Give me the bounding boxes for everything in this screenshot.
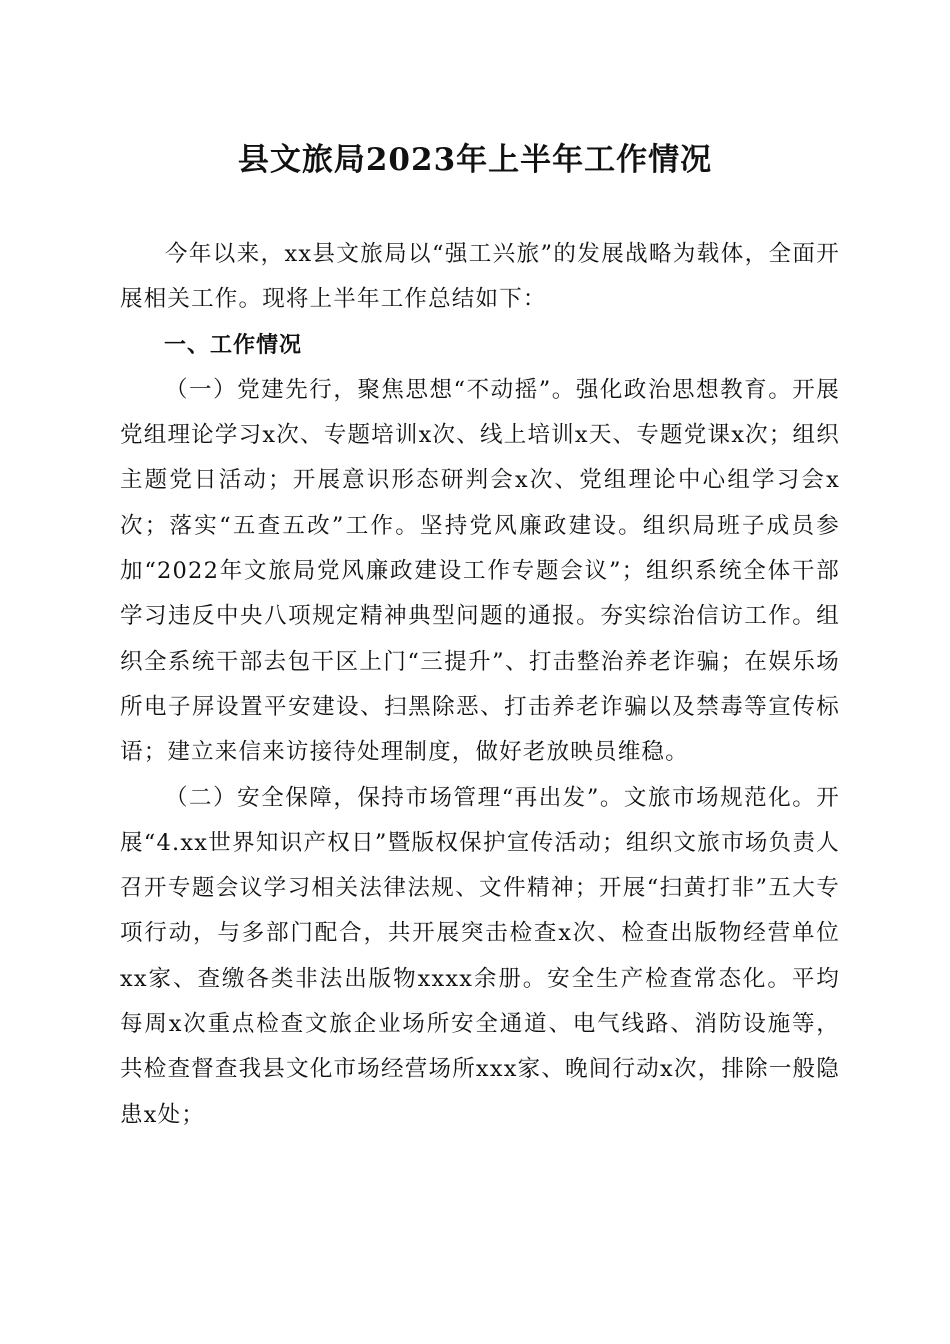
document-title: 县文旅局2023年上半年工作情况 <box>237 142 713 178</box>
intro-paragraph: 今年以来，xx县文旅局以“强工兴旅”的发展战略为载体，全面开展相关工作。现将上半年工作总结如下： <box>120 241 840 313</box>
paragraph-party-building: （一）党建先行，聚焦思想“不动摇”。强化政治思想教育。开展党组理论学习x次、专题培训x次、线上培训x天、专题党课x次；组织主题党日活动；开展意识形态研判会x次、党组理论中心组学习会x次；落实“五查五改”工作。坚持党风廉政建设。组织局班子成员参加“2022年文旅局党风廉政建设工作专题会议”；组织系统全体干部学习违反中央八项规定精神典型问题的通报。夯实综治信访工作。组织全系统干部去包干区上门“三提升”、打击整治养老诈骗；在娱乐场所电子屏设置平安建设、扫黑除恶、打击养老诈骗以及禁毒等宣传标语；建立来信来访接待处理制度，做好老放映员维稳。 <box>120 376 840 766</box>
paragraph-safety-guarantee: （二）安全保障，保持市场管理“再出发”。文旅市场规范化。开展“4.xx世界知识产权日”暨版权保护宣传活动；组织文旅市场负责人召开专题会议学习相关法律法规、文件精神；开展“扫黄打非”五大专项行动，与多部门配合，共开展突击检查x次、检查出版物经营单位xx家、查缴各类非法出版物xxxx余册。安全生产检查常态化。平均每周x次重点检查文旅企业场所安全通道、电气线路、消防设施等，共检查督查我县文化市场经营场所xxx家、晚间行动x次，排除一般隐患x处； <box>120 784 840 1128</box>
section-heading-work-status: 一、工作情况 <box>164 332 303 358</box>
document-body <box>120 232 840 1138</box>
